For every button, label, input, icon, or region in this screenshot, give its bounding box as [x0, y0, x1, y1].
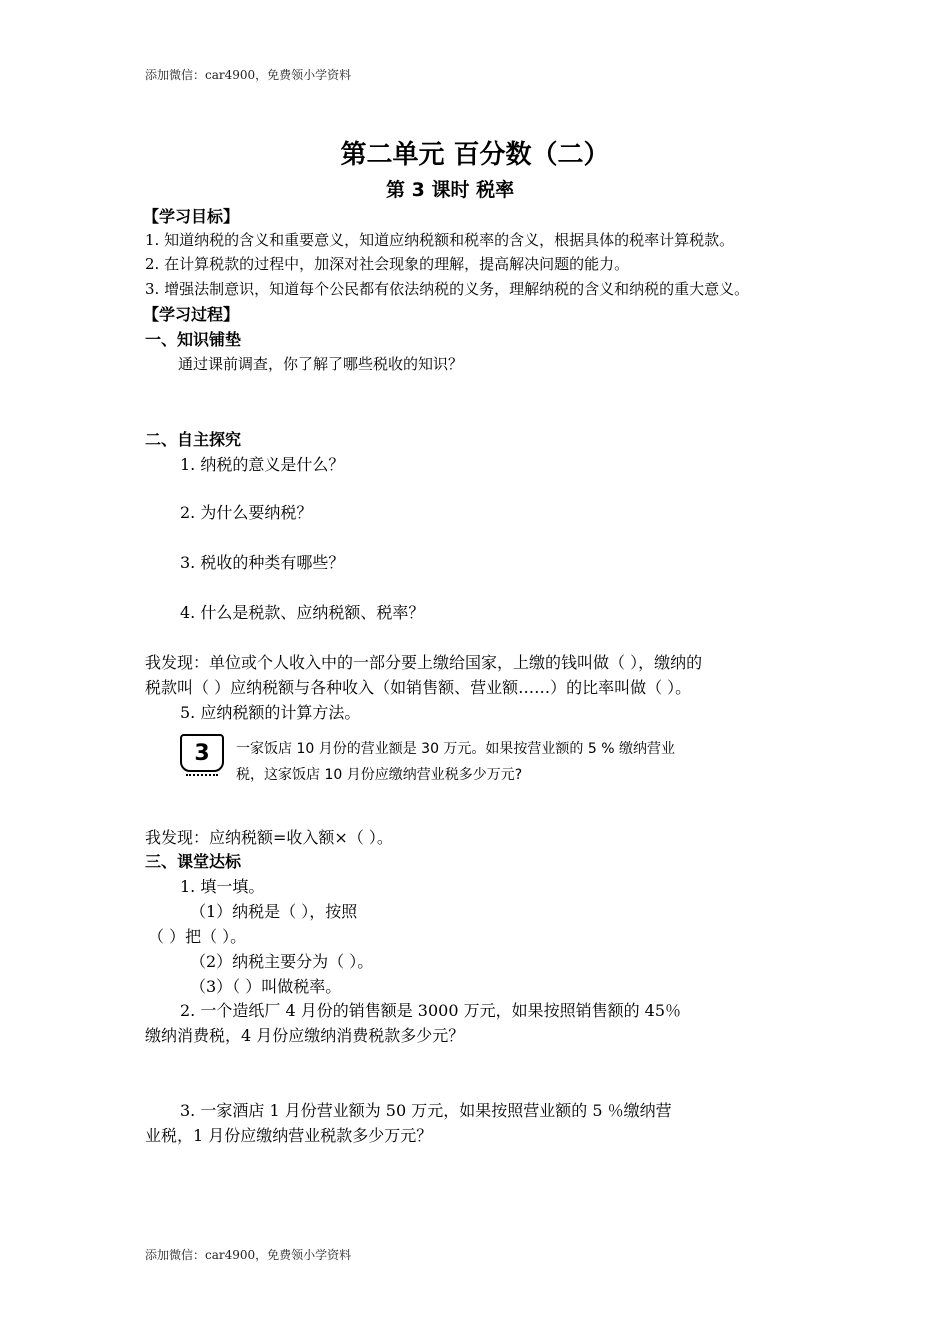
discovery-line-1: 我发现：单位或个人收入中的一部分要上缴给国家，上缴的钱叫做（ ），缴纳的 — [145, 653, 703, 672]
question-1: 1. 纳税的意义是什么？ — [180, 455, 345, 474]
discovery-line-2: 税款叫（ ）应纳税额与各种收入（如销售额、营业额……）的比率叫做（ ）。 — [145, 678, 692, 697]
discovery-formula: 我发现：应纳税额=收入额×（ ）。 — [145, 828, 393, 847]
example-number-badge: 3 — [180, 734, 224, 772]
section3-heading: 三、课堂达标 — [145, 852, 242, 871]
fill-item-1a: （1）纳税是（ ），按照 — [190, 902, 358, 921]
example-text — [236, 736, 675, 788]
problem-2-line-2: 缴纳消费税，4 月份应缴纳消费税款多少元？ — [145, 1026, 465, 1045]
page-title: 第二单元 百分数（二） — [340, 140, 610, 170]
page-footer: 添加微信：car4900，免费领小学资料 — [145, 1248, 352, 1262]
problem-3-line-2: 业税，1 月份应缴纳营业税款多少万元？ — [145, 1126, 433, 1145]
question-4: 4. 什么是税款、应纳税额、税率？ — [180, 603, 425, 622]
section1-question: 通过课前调查，你了解了哪些税收的知识？ — [178, 355, 464, 373]
question-5: 5. 应纳税额的计算方法。 — [180, 703, 361, 722]
process-heading: 【学习过程】 — [143, 305, 240, 324]
problem-2-line-1: 2. 一个造纸厂 4 月份的销售额是 3000 万元，如果按照销售额的 45％ — [180, 1001, 682, 1020]
fill-item-3: （3）（ ）叫做税率。 — [190, 977, 342, 996]
goal-item-2: 2. 在计算税款的过程中，加深对社会现象的理解，提高解决问题的能力。 — [145, 255, 630, 273]
example-line-1: 一家饭店 10 月份的营业额是 30 万元。如果按营业额的 5 % 缴纳营业 — [236, 741, 675, 757]
goals-heading: 【学习目标】 — [143, 207, 240, 226]
problem-3-line-1: 3. 一家酒店 1 月份营业额为 50 万元，如果按照营业额的 5 ％缴纳营 — [180, 1101, 672, 1120]
fill-title: 1. 填一填。 — [180, 877, 265, 896]
fill-item-1b: （ ）把（ ）。 — [148, 927, 247, 946]
question-3: 3. 税收的种类有哪些？ — [180, 553, 345, 572]
section1-heading: 一、知识铺垫 — [145, 330, 242, 349]
goal-item-3: 3. 增强法制意识，知道每个公民都有依法纳税的义务，理解纳税的含义和纳税的重大意义。 — [145, 280, 750, 298]
goal-item-1: 1. 知道纳税的含义和重要意义，知道应纳税额和税率的含义，根据具体的税率计算税款。 — [145, 231, 735, 249]
section2-heading: 二、自主探究 — [145, 430, 242, 449]
lesson-subtitle: 第 3 课时 税率 — [386, 179, 515, 201]
example-line-2: 税，这家饭店 10 月份应缴纳营业税多少万元? — [236, 767, 523, 783]
example-box — [180, 732, 735, 790]
question-2: 2. 为什么要纳税？ — [180, 503, 313, 522]
fill-item-2: （2）纳税主要分为（ ）。 — [190, 952, 374, 971]
page-header: 添加微信：car4900，免费领小学资料 — [145, 68, 352, 82]
